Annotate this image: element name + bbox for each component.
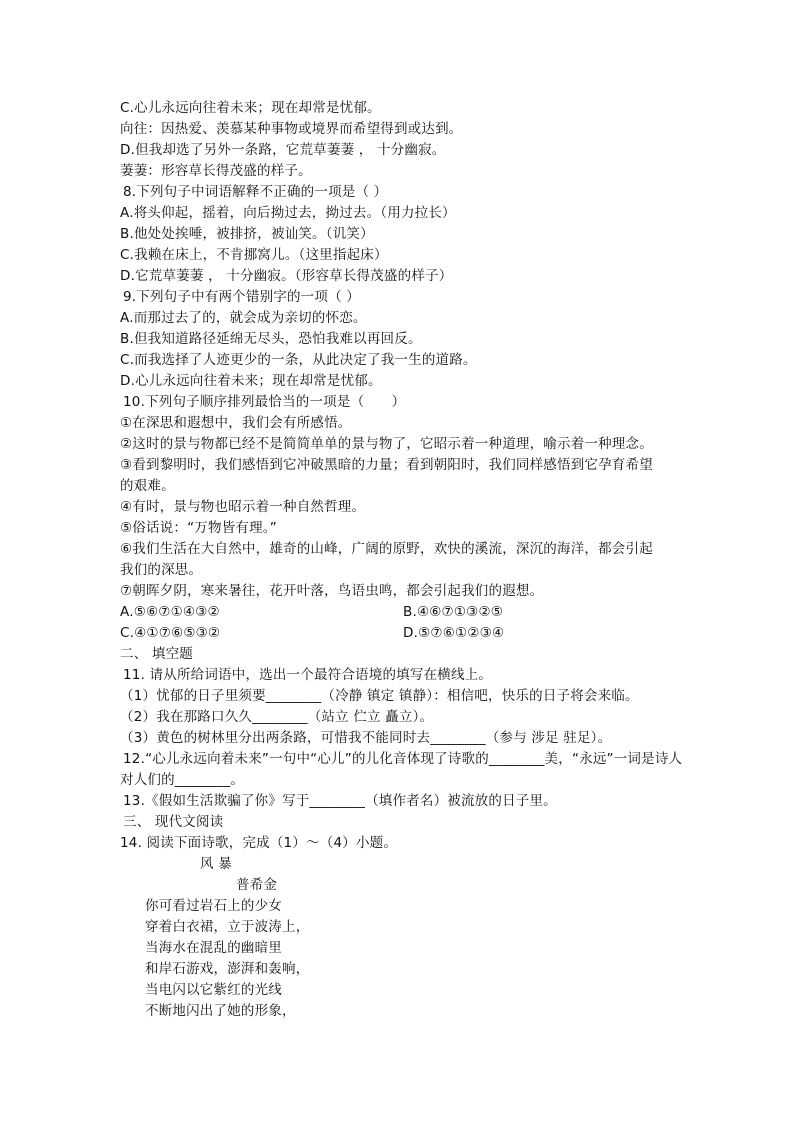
q9-option-c: C.而我选择了人迹更少的一条，从此决定了我一生的道路。	[120, 352, 477, 368]
q11-part-3: （3）黄色的树林里分出两条路，可惜我不能同时去________（参与 涉足 驻足）。	[120, 730, 612, 746]
option-c-q7: C.心儿永远向往着未来；现在却常是忧郁。	[120, 100, 381, 116]
poem-line-3: 当海水在混乱的幽暗里	[145, 940, 282, 956]
poem-line-6: 不断地闪出了她的形象，	[145, 1003, 296, 1019]
q9-option-a: A.而那过去了的，就会成为亲切的怀恋。	[120, 310, 367, 326]
option-d-q7: D.但我却选了另外一条路，它荒草萋萋 ， 十分幽寂。	[120, 142, 446, 158]
q9-option-b: B.但我知道路径延绵无尽头，恐怕我难以再回反。	[120, 331, 422, 347]
q10-sentence-4: ④有时，景与物也昭示着一种自然哲理。	[120, 499, 366, 515]
poem-line-2: 穿着白衣裙，立于波涛上，	[145, 919, 310, 935]
question-12-cont: 对人们的________。	[120, 772, 245, 788]
q10-sentence-3: ③看到黎明时，我们感悟到它冲破黑暗的力量；看到朝阳时，我们同样感悟到它孕育希望	[120, 457, 653, 473]
poem-author: 普希金	[236, 877, 278, 893]
question-14: 14. 阅读下面诗歌，完成（1）～（4）小题。	[120, 835, 398, 851]
question-10: 10.下列句子顺序排列最恰当的一项是（ ）	[123, 394, 406, 410]
q10-sentence-7: ⑦朝晖夕阴，寒来暑往，花开叶落，鸟语虫鸣，都会引起我们的遐想。	[120, 583, 544, 599]
poem-line-1: 你可看过岩石上的少女	[145, 898, 282, 914]
q10-option-a: A.⑤⑥⑦①④③②	[120, 604, 220, 620]
q8-option-d: D.它荒草萋萋 ， 十分幽寂。（形容草长得茂盛的样子）	[120, 268, 453, 284]
poem-title: 风 暴	[200, 856, 232, 872]
definition-xiangwang: 向往：因热爱、羡慕某种事物或境界而希望得到或达到。	[120, 121, 463, 137]
q10-sentence-3-cont: 的艰难。	[120, 478, 175, 494]
q10-sentence-6-cont: 我们的深思。	[120, 562, 203, 578]
q10-sentence-5: ⑤俗话说：“万物皆有理。”	[120, 520, 277, 536]
question-8: 8.下列句子中词语解释不正确的一项是（ ）	[123, 184, 388, 200]
q10-option-c: C.④①⑦⑥⑤③②	[120, 625, 221, 641]
section-reading: 三、 现代文阅读	[123, 814, 224, 830]
question-12: 12.“心儿永远向着未来”一句中“心儿”的儿化音体现了诗歌的________美，“永远”一词是诗人	[123, 751, 683, 767]
q9-option-d: D.心儿永远向往着未来；现在却常是忧郁。	[120, 373, 382, 389]
question-9: 9.下列句子中有两个错别字的一项（ ）	[123, 289, 360, 305]
question-13: 13.《假如生活欺骗了你》写于________（填作者名）被流放的日子里。	[123, 793, 557, 809]
q10-sentence-2: ②这时的景与物都已经不是简简单单的景与物了，它昭示着一种道理，喻示着一种理念。	[120, 436, 653, 452]
q11-part-2: （2）我在那路口久久________（站立 伫立 矗立）。	[120, 709, 434, 725]
q10-option-b: B.④⑥⑦①③②⑤	[403, 604, 504, 620]
q8-option-c: C.我赖在床上，不肯挪窝儿。（这里指起床）	[120, 247, 388, 263]
definition-qiqi: 萋萋：形容草长得茂盛的样子。	[120, 163, 312, 179]
question-11: 11. 请从所给词语中，选出一个最符合语境的填写在横线上。	[123, 667, 493, 683]
q10-sentence-1: ①在深思和遐想中，我们会有所感悟。	[120, 415, 352, 431]
q8-option-a: A.将头仰起，摇着，向后拗过去，拗过去。（用力拉长）	[120, 205, 456, 221]
q10-sentence-6: ⑥我们生活在大自然中，雄奇的山峰，广阔的原野，欢快的溪流，深沉的海洋，都会引起	[120, 541, 653, 557]
q10-option-d: D.⑤⑦⑥①②③④	[403, 625, 505, 641]
q8-option-b: B.他处处挨唾，被排挤，被讪笑。（讥笑）	[120, 226, 374, 242]
section-fill-in: 二、 填空题	[120, 646, 193, 662]
q11-part-1: （1）忧郁的日子里须要________（冷静 镇定 镇静）：相信吧，快乐的日子将会来临。	[120, 688, 639, 704]
poem-line-5: 当电闪以它紫红的光线	[145, 982, 282, 998]
poem-line-4: 和岸石游戏，澎湃和轰响，	[145, 961, 310, 977]
